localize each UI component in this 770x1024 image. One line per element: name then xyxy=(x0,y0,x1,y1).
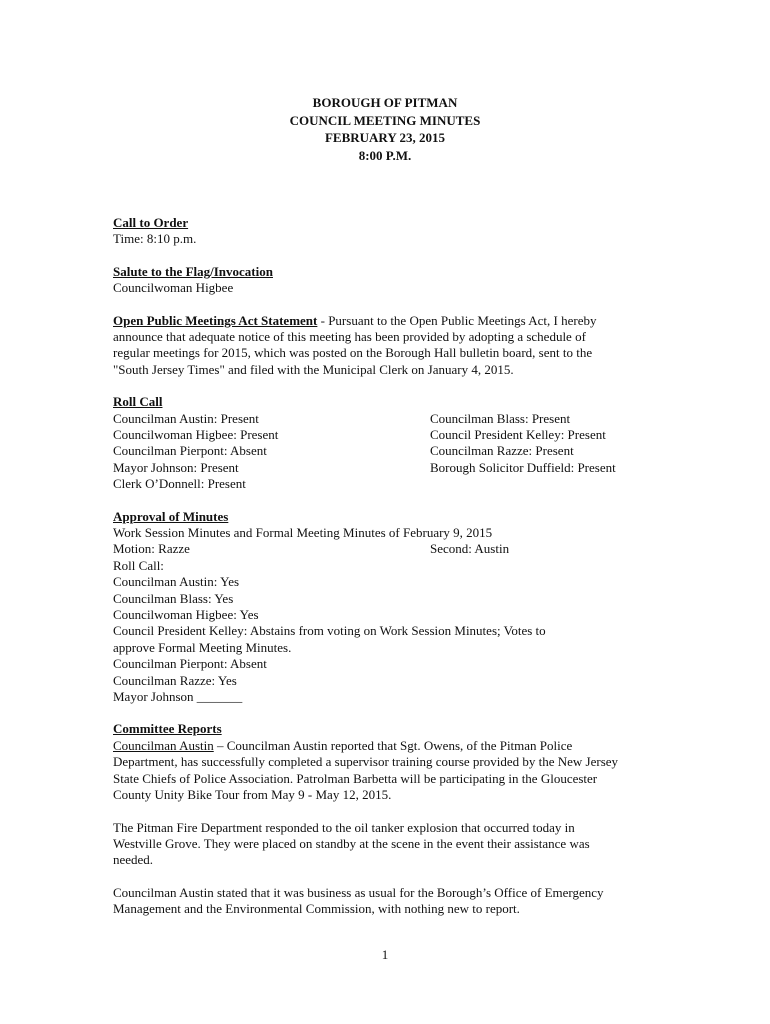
roll-call-row xyxy=(113,427,638,443)
opma-paragraph-line: "South Jersey Times" and filed with the Municipal Clerk on January 4, 2015. xyxy=(113,361,514,377)
committee-text: – Councilman Austin reported that Sgt. Owens, of the Pitman Police xyxy=(213,737,573,753)
committee-paragraph-line: County Unity Bike Tour from May 9 - May 12, 2015. xyxy=(113,787,392,803)
document-body xyxy=(113,215,638,918)
second-text: Second: Austin xyxy=(430,541,510,557)
roll-call-row xyxy=(113,443,638,459)
vote-line: approve Formal Meeting Minutes. xyxy=(113,639,292,655)
salute-text: Councilwoman Higbee xyxy=(113,280,234,296)
opma-text: - Pursuant to the Open Public Meetings Act, I hereby xyxy=(317,312,597,328)
roll-call-entry: Borough Solicitor Duffield: Present xyxy=(430,459,616,475)
roll-call-entry: Councilman Pierpont: Absent xyxy=(113,443,267,459)
page-number: 1 xyxy=(381,947,389,962)
vote-line: Councilman Austin: Yes xyxy=(113,574,240,590)
call-to-order-time: Time: 8:10 p.m. xyxy=(113,231,197,247)
roll-call-heading: Roll Call xyxy=(113,394,163,410)
opma-heading: Open Public Meetings Act Statement xyxy=(113,312,318,328)
fire-dept-paragraph-line: Westville Grove. They were placed on standby at the scene in the event their assistance was xyxy=(113,835,590,851)
committee-paragraph-line xyxy=(113,738,638,754)
opma-paragraph-line: regular meetings for 2015, which was posted on the Borough Hall bulletin board, sent to the xyxy=(113,345,593,361)
header-time: 8:00 P.M. xyxy=(358,147,412,163)
roll-call-entry: Council President Kelley: Present xyxy=(430,427,606,443)
vote-line: Councilman Blass: Yes xyxy=(113,590,234,606)
oem-paragraph-line: Councilman Austin stated that it was business as usual for the Borough’s Office of Emergency xyxy=(113,884,604,900)
roll-call-entry: Councilman Razze: Present xyxy=(430,443,574,459)
vote-line: Roll Call: xyxy=(113,557,164,573)
salute-heading: Salute to the Flag/Invocation xyxy=(113,263,273,279)
roll-call-row xyxy=(113,476,638,492)
vote-line: Councilman Pierpont: Absent xyxy=(113,656,267,672)
header-date: FEBRUARY 23, 2015 xyxy=(324,130,446,145)
header-borough: BOROUGH OF PITMAN xyxy=(312,95,458,110)
roll-call-entry: Councilman Blass: Present xyxy=(430,410,571,426)
roll-call-row xyxy=(113,411,638,427)
roll-call-entry: Mayor Johnson: Present xyxy=(113,459,239,475)
oem-paragraph-line: Management and the Environmental Commission, with nothing new to report. xyxy=(113,901,520,917)
roll-call-entry: Clerk O’Donnell: Present xyxy=(113,476,246,492)
approval-heading: Approval of Minutes xyxy=(113,508,229,524)
committee-paragraph-line: Department, has successfully completed a supervisor training course provided by the New Jersey xyxy=(113,754,619,770)
fire-dept-paragraph-line: needed. xyxy=(113,852,154,868)
roll-call-entry: Councilman Austin: Present xyxy=(113,410,259,426)
vote-line: Councilman Razze: Yes xyxy=(113,672,237,688)
motion-text: Motion: Razze xyxy=(113,541,190,557)
committee-heading: Committee Reports xyxy=(113,721,222,737)
opma-paragraph-line: announce that adequate notice of this meeting has been provided by adopting a schedule of xyxy=(113,329,586,345)
committee-paragraph-line: State Chiefs of Police Association. Patrolman Barbetta will be participating in the Gloucester xyxy=(113,770,598,786)
committee-speaker: Councilman Austin xyxy=(113,737,214,753)
header-meeting-type: COUNCIL MEETING MINUTES xyxy=(289,112,481,128)
fire-dept-paragraph-line: The Pitman Fire Department responded to the oil tanker explosion that occurred today in xyxy=(113,819,575,835)
opma-paragraph-line xyxy=(113,313,638,329)
call-to-order-heading: Call to Order xyxy=(113,215,189,230)
document-header xyxy=(0,94,770,164)
roll-call-row xyxy=(113,460,638,476)
vote-line: Council President Kelley: Abstains from voting on Work Session Minutes; Votes to xyxy=(113,623,546,639)
motion-row xyxy=(113,541,638,557)
vote-line: Mayor Johnson _______ xyxy=(113,689,243,705)
roll-call-entry: Councilwoman Higbee: Present xyxy=(113,427,279,443)
vote-line: Councilwoman Higbee: Yes xyxy=(113,607,259,623)
approval-description: Work Session Minutes and Formal Meeting Minutes of February 9, 2015 xyxy=(113,525,493,541)
